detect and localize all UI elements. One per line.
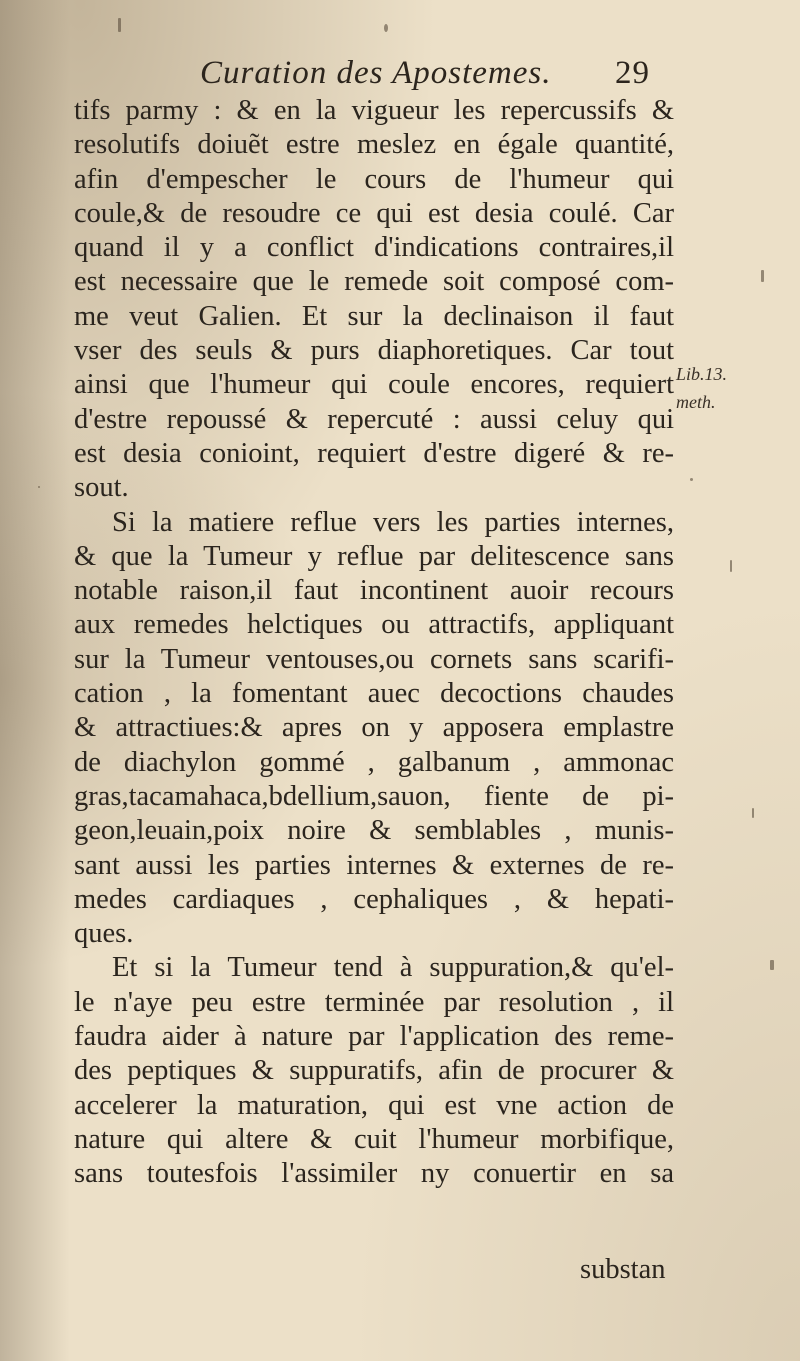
running-head-title: Curation des Apostemes. (200, 55, 552, 91)
margin-note-reference: Lib.13. (676, 364, 728, 384)
text-line: sans toutesfois l'assimiler ny conuertir en sa (74, 1158, 674, 1190)
text-line: de diachylon gommé , galbanum , ammonac (74, 746, 674, 778)
text-line: faudra aider à nature par l'application des reme- (74, 1021, 674, 1053)
ink-speck (761, 270, 764, 282)
text-line: vser des seuls & purs diaphoretiques. Car tout (74, 335, 674, 367)
text-line: resolutifs doiuẽt estre meslez en égale quantité, (74, 129, 674, 161)
text-line: notable raison,il faut incontinent auoir recours (74, 575, 674, 607)
text-line: gras,tacamahaca,bdellium,sauon, fiente de pi- (74, 780, 674, 812)
text-line: me veut Galien. Et sur la declinaison il faut (74, 300, 674, 332)
text-line: aux remedes helctiques ou attractifs, appliquant (74, 609, 674, 641)
text-line: le n'aye peu estre terminée par resolution , il (74, 986, 674, 1018)
text-line: d'estre repoussé & repercuté : aussi celuy qui (74, 403, 674, 435)
gutter-shadow (0, 0, 70, 1361)
text-line: quand il y a conflict d'indications contraires,il (74, 232, 674, 264)
ink-speck (38, 486, 40, 488)
running-head (160, 55, 680, 95)
text-line: sout. (74, 472, 129, 504)
paragraph-start: Et si la Tumeur tend à suppuration,& qu'el- (112, 952, 674, 984)
text-line: medes cardiaques , cephaliques , & hepati- (74, 883, 674, 915)
text-line: accelerer la maturation, qui est vne action de (74, 1089, 674, 1121)
text-line: afin d'empescher le cours de l'humeur qui (74, 163, 674, 195)
margin-note-reference: meth. (676, 392, 716, 412)
page-number: 29 (615, 55, 650, 91)
text-line: coule,& de resoudre ce qui est desia coulé. Car (74, 197, 674, 229)
text-line: geon,leuain,poix noire & semblables , munis- (74, 815, 674, 847)
text-line: cation , la fomentant auec decoctions chaudes (74, 678, 674, 710)
text-line: ainsi que l'humeur qui coule encores, requiert (74, 369, 674, 401)
paragraph-start: Si la matiere reflue vers les parties internes, (112, 506, 674, 538)
text-line: sant aussi les parties internes & externes de re- (74, 849, 674, 881)
body-text (74, 94, 674, 1192)
text-line: & attractiues:& apres on y apposera emplastre (74, 712, 674, 744)
text-line: est necessaire que le remede soit composé com- (74, 266, 674, 298)
ink-speck (752, 808, 754, 818)
ink-speck (118, 18, 121, 32)
catchword: substan (580, 1254, 666, 1285)
text-line: des peptiques & suppuratifs, afin de procurer & (74, 1055, 674, 1087)
text-line: est desia conioint, requiert d'estre digeré & re- (74, 437, 674, 469)
ink-speck (690, 478, 693, 481)
text-line: sur la Tumeur ventouses,ou cornets sans scarifi- (74, 643, 674, 675)
ink-speck (730, 560, 732, 572)
text-line: & que la Tumeur y reflue par delitescence sans (74, 540, 674, 572)
margin-note (676, 360, 766, 416)
ink-speck (384, 24, 388, 32)
text-line: ques. (74, 918, 134, 950)
text-line: tifs parmy : & en la vigueur les repercussifs & (74, 95, 674, 126)
text-line: nature qui altere & cuit l'humeur morbifique, (74, 1123, 674, 1155)
ink-speck (770, 960, 774, 970)
